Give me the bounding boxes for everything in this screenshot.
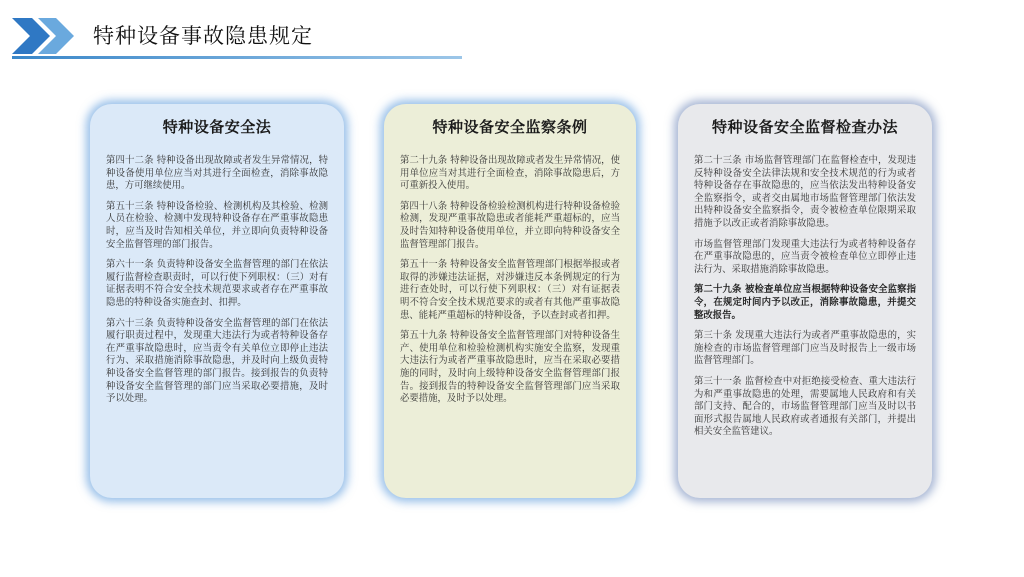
article-paragraph: 第三十条 发现重大违法行为或者严重事故隐患的，实施检查的市场监督管理部门应当及时报告上一级市场监督管理部门。 [694, 330, 916, 367]
article-paragraph: 第五十三条 特种设备检验、检测机构及其检验、检测人员在检验、检测中发现特种设备存在严重事故隐患时，应当及时告知相关单位，并立即向负责特种设备安全监督管理的部门报告。 [106, 200, 328, 250]
card-supervision-inspection-measures [678, 104, 932, 498]
double-chevron-right-icon [12, 16, 82, 56]
article-paragraph: 市场监督管理部门发现重大违法行为或者特种设备存在严重事故隐患的，应当责令被检查单位立即停止违法行为、采取措施消除事故隐患。 [694, 238, 916, 275]
page-title: 特种设备事故隐患规定 [93, 24, 313, 48]
article-paragraph: 第四十二条 特种设备出现故障或者发生异常情况，特种设备使用单位应当对其进行全面检查，消除事故隐患，方可继续使用。 [106, 155, 328, 192]
card-title: 特种设备安全监督检查办法 [711, 118, 898, 136]
article-paragraph: 第六十一条 负责特种设备安全监督管理的部门在依法履行监督检查职责时，可以行使下列职权：（三）对有证据表明不符合安全技术规范要求或者存在严重事故隐患的特种设备实施查封、扣押。 [106, 259, 328, 308]
article-paragraph: 第五十九条 特种设备安全监督管理部门对特种设备生产、使用单位和检验检测机构实施安全监察，发现重大违法行为或者严重事故隐患时，应当在采取必要措施的同时，及时向上级特种设备安全监督管理部门报告。接到报告的特种设备安全监督管理部门应当采取必要措施，及时予以处理。 [400, 330, 620, 405]
card-special-equipment-safety-law [90, 104, 344, 498]
article-paragraph: 第四十八条 特种设备检验检测机构进行特种设备检验检测，发现严重事故隐患或者能耗严重超标的，应当及时告知特种设备使用单位，并立即向特种设备安全监督管理部门报告。 [400, 200, 620, 250]
title-underline [12, 56, 462, 59]
article-paragraph: 第六十三条 负责特种设备安全监督管理的部门在依法履行职责过程中，发现重大违法行为或者特种设备存在严重事故隐患时，应当责令有关单位立即停止违法行为、采取措施消除事故隐患，并及时向上级负责特种设备安全监督管理的部门报告。接到报告的负责特种设备安全监督管理的部门应当采取必要措施，及时予以处理。 [106, 317, 328, 405]
card-title: 特种设备安全监察条例 [432, 118, 588, 136]
article-paragraph: 第二十九条 特种设备出现故障或者发生异常情况，使用单位应当对其进行全面检查，消除事故隐患后，方可重新投入使用。 [400, 155, 620, 192]
article-paragraph-emphasis: 第二十九条 被检查单位应当根据特种设备安全监察指令，在规定时间内予以改正，消除事故隐患，并提交整改报告。 [694, 284, 916, 321]
card-title: 特种设备安全法 [162, 118, 272, 136]
article-paragraph: 第二十三条 市场监督管理部门在监督检查中，发现违反特种设备安全法律法规和安全技术规范的行为或者特种设备存在事故隐患的，应当依法发出特种设备安全监察指令，或者交由属地市场监督管理部门依法发出特种设备安全监察指令，责令被检查单位限期采取措施予以改正或者消除事故隐患。 [694, 155, 916, 229]
article-paragraph: 第三十一条 监督检查中对拒绝接受检查、重大违法行为和严重事故隐患的处理，需要属地人民政府和有关部门支持、配合的，市场监督管理部门应当及时以书面形式报告属地人民政府或者通报有关部门，并提出相关安全监管建议。 [694, 375, 916, 438]
article-paragraph: 第五十一条 特种设备安全监督管理部门根据举报或者取得的涉嫌违法证据，对涉嫌违反本条例规定的行为进行查处时，可以行使下列职权：（三）对有证据表明不符合安全技术规范要求的或者有其他严重事故隐患、能耗严重超标的特种设备，予以查封或者扣押。 [400, 259, 620, 321]
card-safety-supervision-regulations [384, 104, 636, 498]
